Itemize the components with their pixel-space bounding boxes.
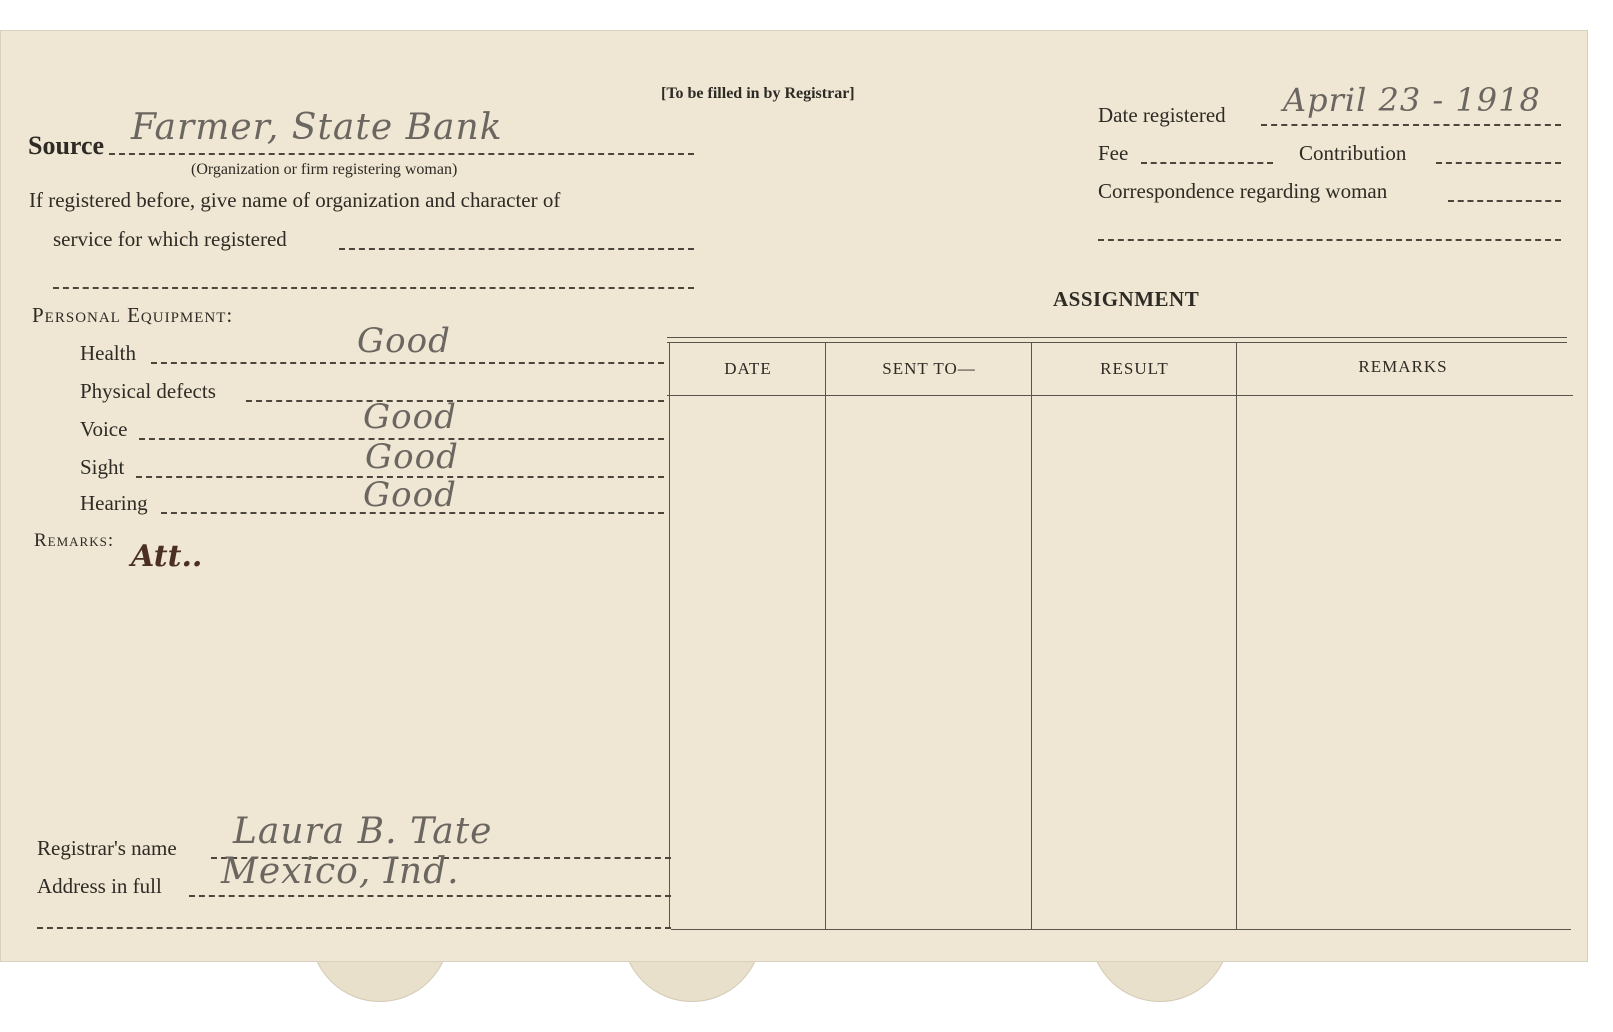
remarks-label: Remarks:	[34, 530, 115, 551]
fee-leader	[1141, 162, 1273, 164]
address-label: Address in full	[37, 874, 162, 898]
date-registered-leader	[1261, 124, 1561, 126]
equipment-label: Voice	[80, 417, 128, 441]
column-header-date: DATE	[724, 359, 772, 378]
column-header-result: RESULT	[1100, 359, 1169, 378]
column-header-remarks: REMARKS	[1358, 357, 1448, 376]
assignment-top-rule-2	[667, 342, 1567, 343]
assignment-title: ASSIGNMENT	[1053, 287, 1200, 311]
assignment-col-divider	[669, 343, 670, 929]
equipment-value: Good	[357, 321, 451, 361]
assignment-col-divider	[1031, 343, 1032, 929]
assignment-bottom-rule	[671, 929, 1571, 930]
assignment-col-divider	[825, 343, 826, 929]
assignment-top-rule-1	[667, 337, 1567, 338]
registration-card	[0, 30, 1588, 962]
prior-registration-leader-1	[339, 248, 694, 250]
equipment-leader	[151, 362, 664, 364]
equipment-label: Hearing	[80, 491, 148, 515]
correspondence-leader-1	[1448, 200, 1561, 202]
source-value: Farmer, State Bank	[131, 107, 503, 148]
prior-registration-leader-2	[53, 287, 694, 289]
correspondence-leader-2	[1098, 239, 1561, 241]
source-leader	[109, 153, 694, 155]
source-caption: (Organization or firm registering woman)	[191, 161, 458, 178]
prior-registration-line1: If registered before, give name of organization and character of	[29, 188, 561, 212]
personal-equipment-heading: Personal Equipment:	[32, 303, 234, 327]
date-registered-value: April 23 - 1918	[1283, 81, 1541, 119]
assignment-col-divider	[1236, 343, 1237, 929]
contribution-label: Contribution	[1299, 141, 1407, 165]
equipment-value: Good	[363, 475, 457, 515]
equipment-label: Physical defects	[80, 379, 216, 403]
fee-label: Fee	[1098, 141, 1129, 165]
correspondence-label: Correspondence regarding woman	[1098, 179, 1388, 203]
assignment-header-rule	[667, 395, 1573, 396]
equipment-value: Good	[363, 397, 457, 437]
prior-registration-line2: service for which registered	[53, 227, 287, 251]
card-bottom-leader	[37, 927, 671, 929]
equipment-value: Good	[365, 437, 459, 477]
remarks-handwritten-mark: Att..	[131, 539, 203, 574]
address-value: Mexico, Ind.	[221, 851, 460, 892]
registrar-note: [To be filled in by Registrar]	[661, 85, 855, 102]
registrar-name-value: Laura B. Tate	[233, 811, 493, 852]
contribution-leader	[1436, 162, 1561, 164]
column-header-sent-to: SENT TO—	[882, 359, 976, 378]
registrar-name-label: Registrar's name	[37, 836, 177, 860]
equipment-label: Sight	[80, 455, 125, 479]
address-leader	[189, 895, 671, 897]
date-registered-label: Date registered	[1098, 103, 1226, 127]
source-label: Source	[28, 131, 105, 160]
equipment-label: Health	[80, 341, 136, 365]
